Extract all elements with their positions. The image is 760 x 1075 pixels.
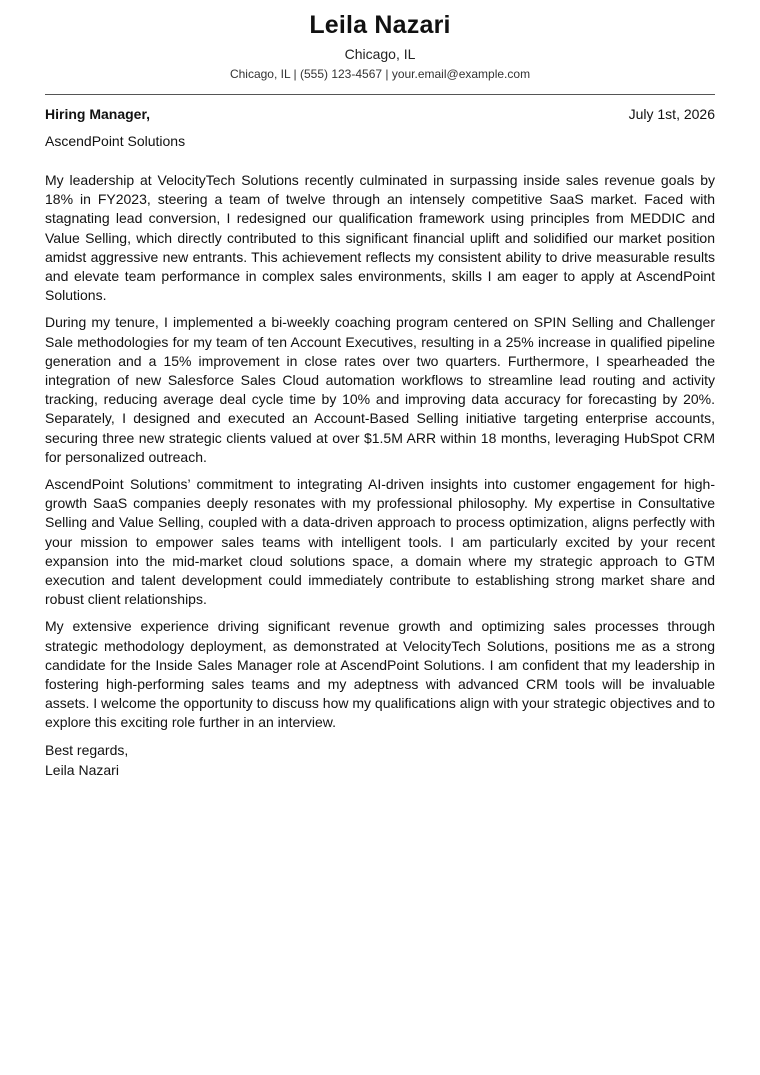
letter-body: [45, 171, 715, 733]
body-paragraph: My extensive experience driving significant revenue growth and optimizing sales processes through strategic methodology deployment, as demonstrated at VelocityTech Solutions, positions me as a strong candidate for the Inside Sales Manager role at AscendPoint Solutions. I am confident that my leadership in fostering high-performing sales teams and my adeptness with advanced CRM tools will be invaluable assets. I welcome the opportunity to discuss how my qualifications align with your strategic objectives and to explore this exciting role further in an interview.: [45, 618, 715, 731]
signature-name: Leila Nazari: [45, 761, 119, 778]
body-paragraph: During my tenure, I implemented a bi-weekly coaching program centered on SPIN Selling and Challenger Sale methodologies for my team of ten Account Executives, resulting in a 25% increase in qualified pipeline generation and a 15% improvement in close rates over two quarters. Furthermore, I spearheaded the integration of new Salesforce Sales Cloud automation workflows to streamline lead routing and activity tracking, reducing average deal cycle time by 10% and improving data accuracy for forecasting by 20%. Separately, I designed and executed an Account-Based Selling initiative targeting enterprise accounts, securing three new strategic clients valued at over $1.5M ARR within 18 months, leveraging HubSpot CRM for personalized outreach.: [45, 314, 715, 465]
recipient-date-row: [45, 105, 715, 123]
applicant-location: Chicago, IL: [344, 46, 416, 62]
letter-date: July 1st, 2026: [628, 106, 715, 122]
body-paragraph: AscendPoint Solutions’ commitment to integrating AI-driven insights into customer engagement for high-growth SaaS companies deeply resonates with my professional philosophy. My expertise in Consultative Selling and Value Selling, coupled with a data-driven approach to process optimization, aligns perfectly with your mission to empower sales teams with intelligent tools. I am particularly excited by your recent expansion into the mid-market cloud solutions space, a domain where my strategic approach to GTM execution and talent development could immediately contribute to establishing strong market share and robust client relationships.: [45, 476, 715, 608]
recipient-company: AscendPoint Solutions: [45, 133, 186, 149]
letter-closing: Best regards,: [45, 741, 129, 758]
applicant-contact-line: Chicago, IL | (555) 123-4567 | your.email@example.com: [229, 67, 531, 81]
letter-header: [45, 0, 715, 82]
body-paragraph: My leadership at VelocityTech Solutions recently culminated in surpassing inside sales revenue goals by 18% in FY2023, steering a team of twelve through an intensely competitive SaaS market. Faced with stagnating lead conversion, I redesigned our qualification framework using principles from MEDDIC and Value Selling, which directly contributed to this significant financial uplift and solidified our market position amidst aggressive new entrants. This achievement reflects my consistent ability to drive measurable results and elevate team performance in complex sales environments, skills I am eager to apply at AscendPoint Solutions.: [45, 172, 715, 304]
header-divider: [45, 94, 715, 95]
applicant-name: Leila Nazari: [309, 11, 451, 39]
recipient-salutation: Hiring Manager,: [45, 106, 151, 122]
